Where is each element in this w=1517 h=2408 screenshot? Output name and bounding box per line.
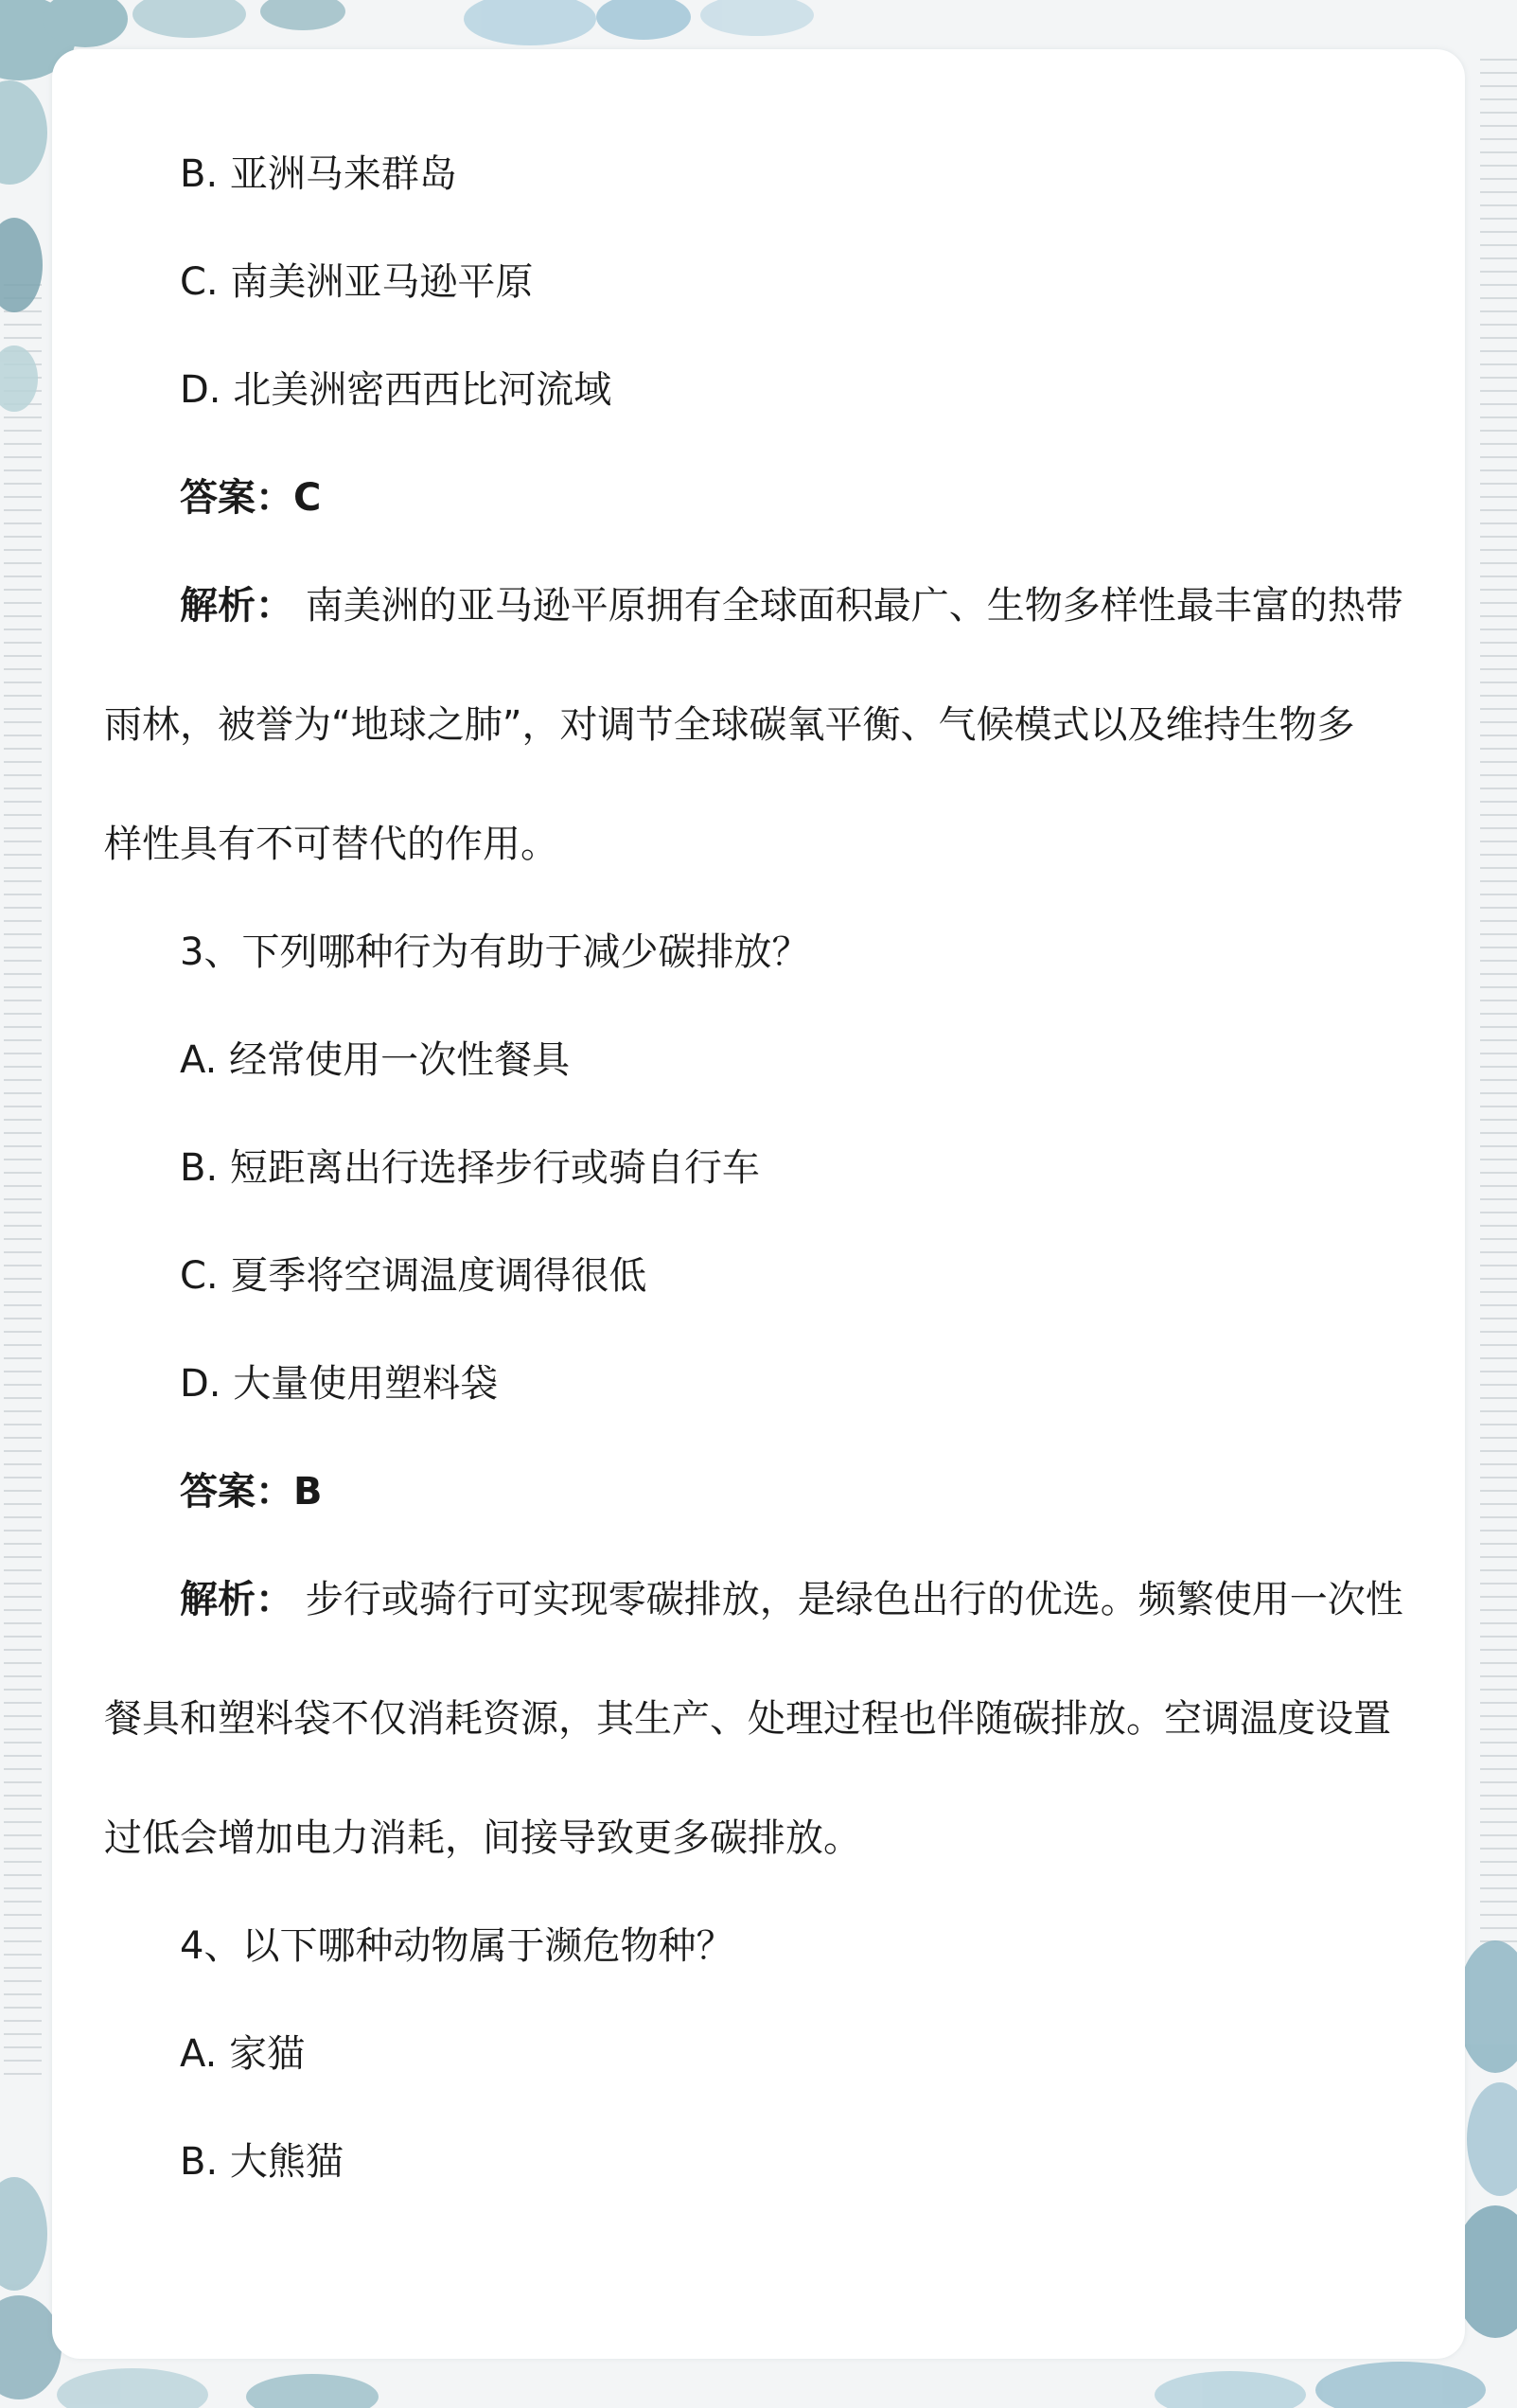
- option-text: 家猫: [229, 2032, 306, 2076]
- option-text: 经常使用一次性餐具: [229, 1038, 571, 1082]
- analysis-label: 解析：: [180, 1578, 293, 1621]
- analysis-text: 南美洲的亚马逊平原拥有全球面积最广、生物多样性最丰富的热带: [305, 584, 1403, 628]
- option-letter: B.: [180, 152, 219, 196]
- answer-label: 答案：: [180, 1470, 293, 1514]
- analysis-q2-line-1: [180, 583, 1403, 629]
- option-q2-d: [180, 367, 611, 413]
- option-q3-d: [180, 1361, 498, 1407]
- question-q3-stem: 3、下列哪种行为有助于减少碳排放？: [180, 930, 810, 974]
- answer-q3: [180, 1469, 323, 1514]
- analysis-text: 步行或骑行可实现零碳排放，是绿色出行的优选。频繁使用一次性: [305, 1578, 1403, 1621]
- option-letter: D.: [180, 1362, 221, 1406]
- analysis-q2-line-2: 雨林，被誉为“地球之肺”，对调节全球碳氧平衡、气候模式以及维持生物多: [104, 703, 1355, 747]
- option-q3-a: [180, 1037, 570, 1083]
- analysis-label: 解析：: [180, 584, 293, 628]
- answer-q2: [180, 475, 321, 521]
- option-text: 大熊猫: [229, 2140, 344, 2184]
- option-text: 夏季将空调温度调得很低: [230, 1254, 647, 1298]
- option-letter: D.: [180, 368, 221, 412]
- option-letter: B.: [180, 1146, 219, 1190]
- answer-label: 答案：: [180, 476, 293, 520]
- option-letter: A.: [180, 1038, 218, 1082]
- option-q4-b: [180, 2139, 344, 2185]
- option-text: 亚洲马来群岛: [229, 152, 457, 196]
- option-text: 大量使用塑料袋: [233, 1362, 499, 1406]
- option-letter: C.: [180, 260, 219, 304]
- answer-value: B: [293, 1470, 323, 1514]
- option-text: 短距离出行选择步行或骑自行车: [229, 1146, 760, 1190]
- option-q4-a: [180, 2031, 305, 2077]
- option-q3-c: [180, 1253, 646, 1299]
- option-letter: B.: [180, 2140, 219, 2184]
- analysis-q3-line-3: 过低会增加电力消耗，间接导致更多碳排放。: [104, 1816, 861, 1860]
- option-q2-b: [180, 151, 457, 197]
- option-q3-b: [180, 1145, 760, 1191]
- option-letter: C.: [180, 1254, 219, 1298]
- analysis-q2-line-3: 样性具有不可替代的作用。: [104, 823, 558, 866]
- option-text: 南美洲亚马逊平原: [230, 260, 534, 304]
- analysis-q3-line-2: 餐具和塑料袋不仅消耗资源，其生产、处理过程也伴随碳排放。空调温度设置: [104, 1697, 1391, 1741]
- option-letter: A.: [180, 2032, 218, 2076]
- analysis-q3-line-1: [180, 1577, 1403, 1622]
- question-q4-stem: 4、以下哪种动物属于濒危物种？: [180, 1924, 734, 1968]
- answer-value: C: [293, 476, 322, 520]
- option-q2-c: [180, 259, 533, 305]
- option-text: 北美洲密西西比河流域: [233, 368, 612, 412]
